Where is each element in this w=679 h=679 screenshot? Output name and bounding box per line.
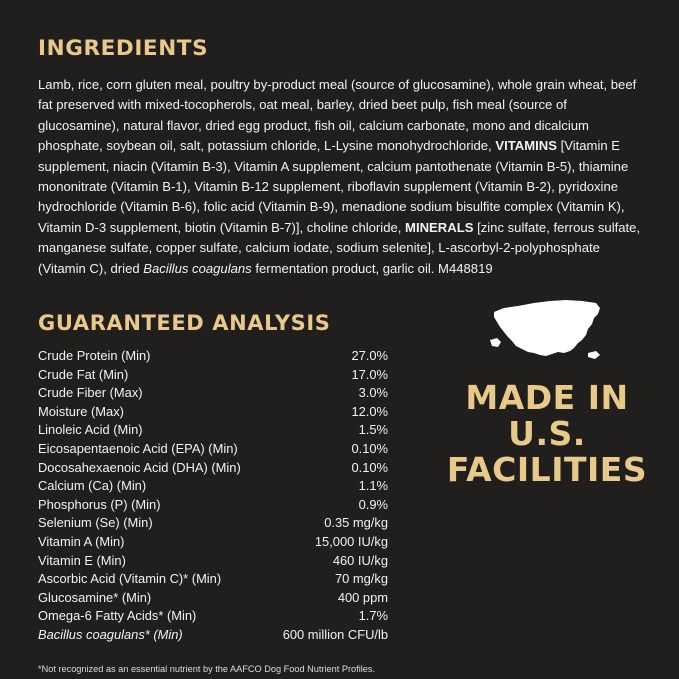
table-row [38, 477, 388, 496]
table-row [38, 607, 388, 626]
nutrient-label: Phosphorus (P) (Min) [38, 496, 161, 512]
ingredients-segment: Bacillus coagulans [143, 260, 252, 276]
nutrient-value: 70 mg/kg [334, 571, 388, 587]
nutrient-value: 12.0% [351, 403, 388, 419]
table-row [38, 514, 388, 533]
nutrient-value: 400 ppm [337, 589, 388, 605]
nutrient-value: 0.9% [358, 496, 388, 512]
made-in-usa-line: U.S. [508, 414, 586, 453]
ingredients-heading: INGREDIENTS [38, 36, 209, 61]
table-row [38, 496, 388, 515]
nutrient-value: 600 million CFU/lb [282, 626, 388, 642]
nutrient-value: 0.10% [351, 441, 388, 457]
nutrient-label: Crude Fiber (Max) [38, 385, 143, 401]
guaranteed-analysis-rows [38, 347, 388, 645]
ingredients-segment: [zinc sulfate, ferrous sulfate, manganese sulfate, copper sulfate, calcium iodate, sodium selenite], L-ascorbyl-2-polyphosphate (Vitamin C), dried [38, 219, 641, 276]
nutrient-value: 0.35 mg/kg [324, 515, 388, 531]
aafco-footnote: *Not recognized as an essential nutrient by the AAFCO Dog Food Nutrient Profiles. [38, 663, 376, 674]
nutrient-label: Bacillus coagulans* (Min) [38, 626, 183, 642]
ingredients-segment: VITAMINS [495, 138, 557, 154]
nutrient-value: 0.10% [351, 459, 388, 475]
ingredients-segment: [Vitamin E supplement, niacin (Vitamin B-3), Vitamin A supplement, calcium pantothenate (Vitamin B-5), thiamine mononitrate (Vitamin B-1), Vitamin B-12 supplement, riboflavin supplement (Vitamin B-2), pyridoxine hydrochloride (Vitamin B-6), folic acid (Vitamin B-9), menadione sodium bisulfite complex (Vitamin K), Vitamin D-3 supplement, biotin (Vitamin B-7)], choline chloride, [38, 138, 629, 235]
table-row [38, 459, 388, 478]
table-row [38, 533, 388, 552]
table-row [38, 589, 388, 608]
nutrient-label: Vitamin A (Min) [38, 534, 125, 549]
table-row [38, 552, 388, 571]
nutrient-label: Crude Protein (Min) [38, 348, 151, 364]
nutrient-label: Calcium (Ca) (Min) [38, 478, 147, 494]
table-row [38, 440, 388, 459]
usa-map-icon [488, 296, 606, 366]
table-row [38, 421, 388, 440]
made-in-usa-line: FACILITIES [446, 450, 648, 489]
nutrient-label: Glucosamine* (Min) [38, 589, 152, 605]
nutrient-label: Crude Fat (Min) [38, 366, 129, 382]
ingredients-segment: fermentation product, garlic oil. M448819 [251, 260, 493, 276]
nutrient-value: 27.0% [351, 348, 388, 364]
nutrient-value: 1.7% [358, 608, 388, 624]
made-in-usa-badge [433, 296, 661, 488]
table-row [38, 626, 388, 645]
ingredients-segment: MINERALS [405, 219, 474, 235]
nutrient-label: Selenium (Se) (Min) [38, 515, 153, 531]
table-row [38, 570, 388, 589]
table-row [38, 347, 388, 366]
nutrient-value: 460 IU/kg [332, 552, 388, 568]
guaranteed-analysis-heading: GUARANTEED ANALYSIS [38, 311, 331, 336]
table-row [38, 384, 388, 403]
nutrient-label: Docosahexaenoic Acid (DHA) (Min) [38, 459, 241, 475]
made-in-usa-text [433, 380, 661, 488]
table-row [38, 366, 388, 385]
nutrient-label: Linoleic Acid (Min) [38, 422, 143, 438]
nutrient-value: 15,000 IU/kg [314, 534, 388, 549]
nutrient-label: Vitamin E (Min) [38, 552, 126, 568]
guaranteed-analysis-table [38, 347, 388, 645]
ingredients-segment: Lamb, rice, corn gluten meal, poultry by-product meal (source of glucosamine), whole grain wheat, beef fat preserved with mixed-tocopherols, oat meal, barley, dried beet pulp, fish meal (source of glucosamine), natural flavor, dried egg product, fish oil, calcium carbonate, mono and dicalcium phosphate, soybean oil, salt, potassium chloride, L-Lysine monohydrochloride, [38, 77, 637, 154]
nutrient-value: 17.0% [351, 366, 388, 382]
nutrient-label: Omega-6 Fatty Acids* (Min) [38, 608, 197, 624]
nutrient-label: Ascorbic Acid (Vitamin C)* (Min) [38, 571, 222, 587]
nutrient-label: Moisture (Max) [38, 403, 124, 419]
nutrient-value: 1.1% [358, 478, 388, 494]
nutrient-value: 3.0% [358, 385, 388, 401]
made-in-usa-line: MADE IN [465, 378, 629, 417]
ingredients-text [38, 75, 641, 279]
table-row [38, 403, 388, 422]
nutrient-value: 1.5% [358, 422, 388, 438]
nutrient-label: Eicosapentaenoic Acid (EPA) (Min) [38, 441, 238, 457]
